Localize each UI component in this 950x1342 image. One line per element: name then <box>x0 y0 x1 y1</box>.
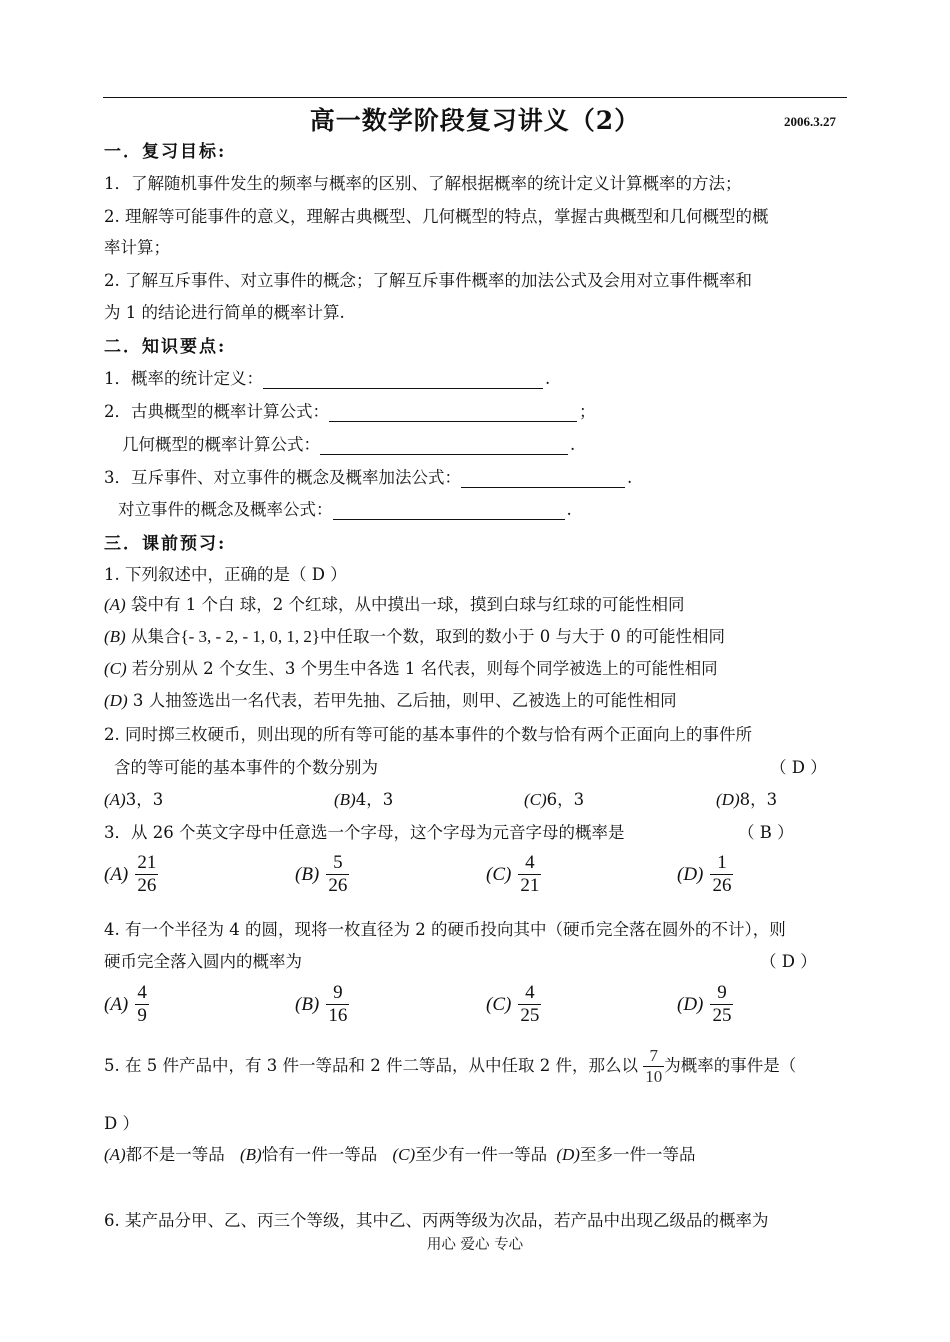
denominator: 16 <box>328 1005 348 1026</box>
question-1-option-d <box>104 687 677 711</box>
question-4-answer: （ D ） <box>760 952 817 971</box>
denominator: 10 <box>645 1067 663 1086</box>
fraction <box>326 852 349 897</box>
question-1-option-a <box>104 591 684 615</box>
question-4-option-b <box>295 982 349 1027</box>
knowledge-item-3-label: 3．互斥事件、对立事件的概念及概率加法公式： <box>104 468 461 487</box>
question-5-stem-line-2: D ） <box>104 1114 139 1133</box>
page-title: 高一数学阶段复习讲义（2） <box>309 106 641 135</box>
question-3-option-a <box>104 852 158 897</box>
question-3-option-d <box>677 852 733 897</box>
option-text: 6，3 <box>546 790 585 809</box>
question-5-options <box>104 1141 695 1165</box>
numerator: 5 <box>333 852 343 873</box>
option-label: (D) <box>104 691 128 710</box>
knowledge-item-3b <box>118 496 572 520</box>
fraction <box>710 982 733 1027</box>
knowledge-item-1-label: 1．概率的统计定义： <box>104 369 263 388</box>
numerator: 21 <box>137 852 157 873</box>
question-2-stem-line-1: 2. 同时掷三枚硬币，则出现的所有等可能的基本事件的个数与恰有两个正面向上的事件所 <box>104 725 752 744</box>
punctuation: ； <box>579 402 596 421</box>
fill-blank <box>263 370 543 389</box>
option-label: (D) <box>677 993 704 1015</box>
question-4-option-d <box>677 982 733 1027</box>
option-label: (A) <box>104 595 126 614</box>
denominator: 9 <box>137 1005 147 1026</box>
option-text: 8，3 <box>739 790 778 809</box>
fraction <box>135 982 149 1027</box>
knowledge-item-1 <box>104 365 550 389</box>
question-6-stem: 6. 某产品分甲、乙、丙三个等级，其中乙、丙两等级为次品，若产品中出现乙级品的概率为 <box>104 1211 769 1230</box>
question-4-option-c <box>486 982 541 1027</box>
option-text: 至多一件一等品 <box>579 1145 696 1164</box>
knowledge-item-2-label: 2．古典概型的概率计算公式： <box>104 402 329 421</box>
page-footer: 用心 爱心 专心 <box>426 1237 524 1253</box>
goal-item-2-line-1: 2. 理解等可能事件的意义，理解古典概型、几何概型的特点，掌握古典概型和几何概型的概 <box>104 207 769 226</box>
question-4-stem-line-1: 4. 有一个半径为 4 的圆，现将一枚直径为 2 的硬币投向其中（硬币完全落在圆外的不计），则 <box>104 920 786 939</box>
option-label: (A) <box>104 790 126 809</box>
goal-item-2-line-2: 率计算； <box>104 238 170 257</box>
question-3-option-c <box>486 852 541 897</box>
option-text: 若分别从 2 个女生、3 个男生中各选 1 名代表，则每个同学被选上的可能性相同 <box>131 659 718 678</box>
fraction <box>643 1046 664 1087</box>
option-label: (A) <box>104 993 129 1015</box>
denominator: 26 <box>712 875 732 896</box>
option-text: 都不是一等品 <box>125 1145 225 1164</box>
fraction <box>135 852 158 897</box>
question-2-option-d <box>716 786 777 810</box>
denominator: 26 <box>328 875 348 896</box>
question-5-stem-pre: 5. 在 5 件产品中，有 3 件一等品和 2 件二等品，从中任取 2 件，那么以 <box>104 1056 638 1075</box>
question-2-stem-line-2: 含的等可能的基本事件的个数分别为 <box>114 758 378 777</box>
option-text: 袋中有 1 个白 球，2 个红球，从中摸出一球，摸到白球与红球的可能性相同 <box>130 595 685 614</box>
date-label: 2006.3.27 <box>784 114 836 129</box>
option-label: (C) <box>104 659 127 678</box>
knowledge-item-3 <box>104 464 632 488</box>
section-heading-goals: 一．复习目标: <box>104 142 227 162</box>
question-4-option-a <box>104 982 149 1027</box>
question-1-option-c <box>104 655 718 679</box>
fill-blank <box>320 436 568 455</box>
goal-item-3-line-1: 2. 了解互斥事件、对立事件的概念；了解互斥事件概率的加法公式及会用对立事件概率和 <box>104 271 752 290</box>
option-label: (B) <box>104 627 126 646</box>
numerator: 1 <box>717 852 727 873</box>
set-expression: {- 3, - 2, - 1, 0, 1, 2} <box>180 627 321 646</box>
question-2-answer: （ D ） <box>770 758 827 777</box>
knowledge-item-2 <box>104 398 596 422</box>
option-label: (C) <box>486 993 512 1015</box>
fraction <box>326 982 349 1027</box>
fraction <box>710 852 733 897</box>
numerator: 9 <box>333 982 343 1003</box>
question-3-answer: （ B ） <box>738 823 794 842</box>
denominator: 25 <box>520 1005 540 1026</box>
punctuation: . <box>627 468 633 487</box>
option-label: (C) <box>486 863 512 885</box>
fill-blank <box>333 501 565 520</box>
knowledge-item-2b-label: 几何概型的概率计算公式： <box>122 435 320 454</box>
knowledge-item-2b <box>122 431 575 455</box>
option-label: (D) <box>677 863 704 885</box>
section-heading-preview: 三．课前预习: <box>104 534 227 554</box>
option-text: 恰有一件一等品 <box>261 1145 378 1164</box>
denominator: 21 <box>520 875 540 896</box>
option-label: (B) <box>295 993 320 1015</box>
question-1-stem: 1. 下列叙述中，正确的是（ D ） <box>104 565 347 584</box>
knowledge-item-3b-label: 对立事件的概念及概率公式： <box>118 500 333 519</box>
numerator: 9 <box>717 982 727 1003</box>
header-rule <box>103 97 847 98</box>
option-label: (B) <box>295 863 320 885</box>
fraction <box>518 852 541 897</box>
option-label: (A) <box>104 863 129 885</box>
option-label: (D) <box>556 1145 580 1164</box>
option-label: (B) <box>239 1145 262 1164</box>
punctuation: . <box>545 369 551 388</box>
numerator: 7 <box>649 1046 658 1065</box>
section-heading-knowledge: 二．知识要点: <box>104 337 227 357</box>
question-5-stem-line-1 <box>104 1046 796 1087</box>
option-label: (C) <box>524 790 547 809</box>
option-text: 3，3 <box>125 790 164 809</box>
denominator: 25 <box>712 1005 732 1026</box>
punctuation: . <box>566 500 572 519</box>
goal-item-3-line-2: 为 1 的结论进行简单的概率计算. <box>104 303 345 322</box>
goal-item-1: 1．了解随机事件发生的频率与概率的区别、了解根据概率的统计定义计算概率的方法； <box>104 174 742 193</box>
question-1-option-b <box>104 623 725 647</box>
option-text-post: 中任取一个数，取到的数小于 0 与大于 0 的可能性相同 <box>320 627 726 646</box>
numerator: 4 <box>137 982 147 1003</box>
question-5-stem-post: 为概率的事件是（ <box>664 1056 797 1075</box>
option-label: (D) <box>716 790 740 809</box>
option-label: (B) <box>334 790 356 809</box>
question-2-option-c <box>524 786 584 810</box>
option-text: 至少有一件一等品 <box>415 1145 548 1164</box>
punctuation: . <box>570 435 576 454</box>
numerator: 4 <box>525 982 535 1003</box>
numerator: 4 <box>525 852 535 873</box>
option-text-pre: 从集合 <box>130 627 181 646</box>
option-label: (C) <box>392 1145 416 1164</box>
option-text: 3 人抽签选出一名代表，若甲先抽、乙后抽，则甲、乙被选上的可能性相同 <box>132 691 677 710</box>
denominator: 26 <box>137 875 157 896</box>
fraction <box>518 982 541 1027</box>
question-2-option-a <box>104 786 163 810</box>
question-2-option-b <box>334 786 393 810</box>
question-3-option-b <box>295 852 349 897</box>
question-3-stem: 3．从 26 个英文字母中任意选一个字母，这个字母为元音字母的概率是 <box>104 823 625 842</box>
option-text: 4，3 <box>355 790 394 809</box>
question-4-stem-line-2: 硬币完全落入圆内的概率为 <box>104 952 302 971</box>
fill-blank <box>461 469 625 488</box>
option-label: (A) <box>104 1145 126 1164</box>
fill-blank <box>329 403 577 422</box>
